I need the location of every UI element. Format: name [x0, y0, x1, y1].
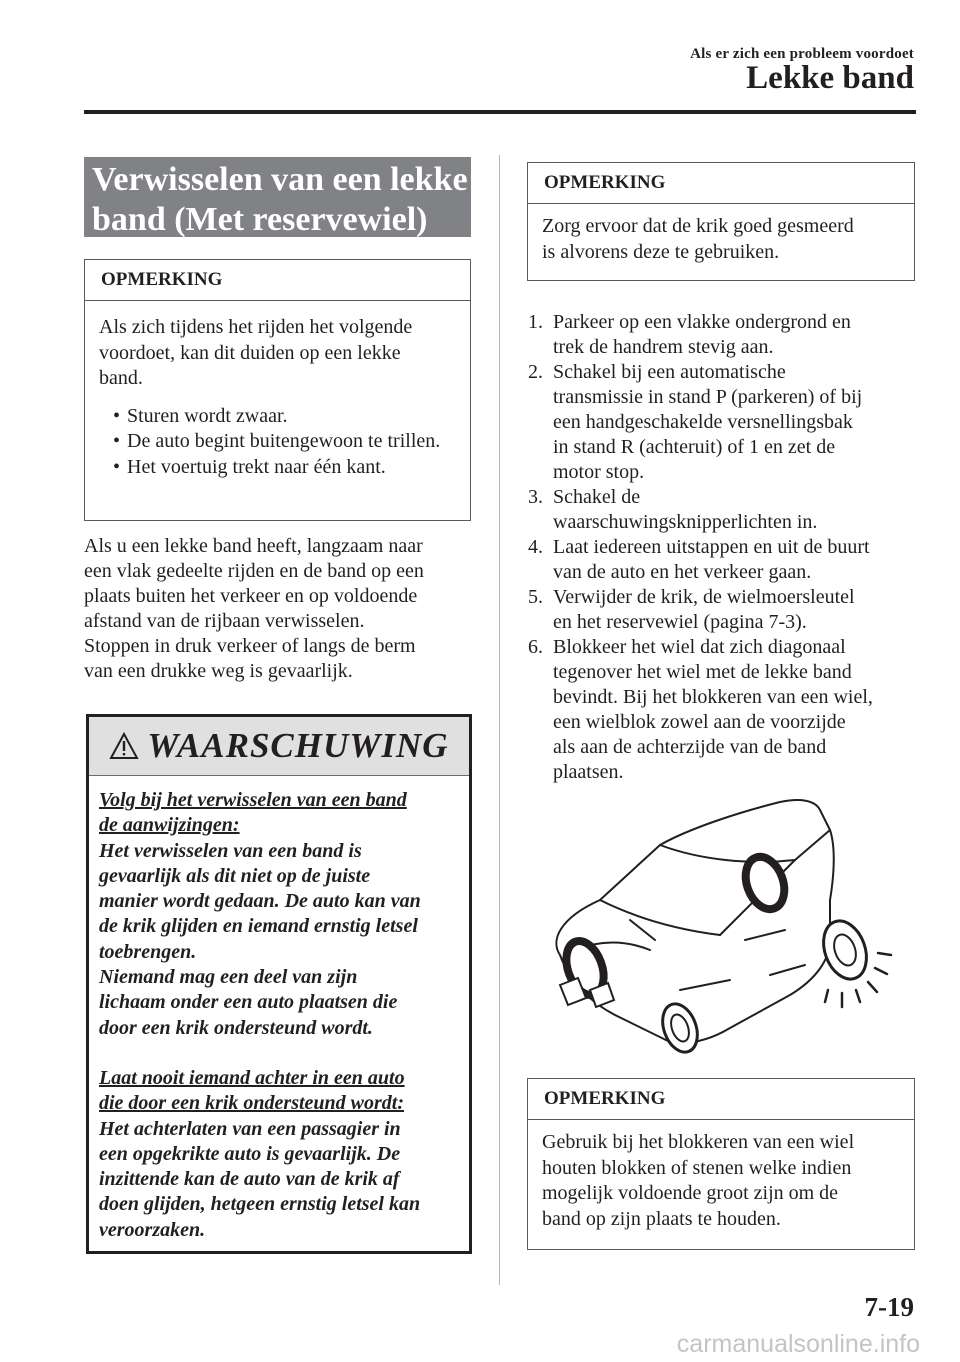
warning-text-line: door een krik ondersteund wordt.: [99, 1016, 373, 1039]
symptom-list: [99, 404, 450, 481]
list-item: • Het voertuig trekt naar één kant.: [99, 455, 450, 481]
step-line: waarschuwingsknipperlichten in.: [553, 511, 818, 533]
warning-subheading: Volg bij het verwisselen van een band: [99, 789, 407, 811]
note-body: [528, 204, 914, 265]
paragraph-line: plaats buiten het verkeer en op voldoende: [84, 585, 418, 607]
note-text-line: is alvorens deze te gebruiken.: [542, 240, 780, 263]
paragraph-line: een vlak gedeelte rijden en de band op een: [84, 560, 424, 582]
step-line: motor stop.: [553, 461, 645, 483]
paragraph-line: Als u een lekke band heeft, langzaam naar: [84, 535, 423, 557]
warning-text-line: toebrengen.: [99, 940, 197, 963]
step-item: [528, 635, 918, 785]
step-line: transmissie in stand P (parkeren) of bij: [553, 386, 863, 408]
note-text-line: houten blokken of stenen welke indien: [542, 1156, 852, 1179]
warning-body: [89, 776, 469, 1243]
step-item: [528, 485, 918, 535]
step-line: Schakel de: [553, 486, 641, 508]
note-heading: OPMERKING: [85, 260, 470, 301]
note-box-blocks: [527, 1078, 915, 1250]
warning-text-line: inzittende kan de auto van de krik af: [99, 1168, 400, 1191]
warning-text-line: Niemand mag een deel van zijn: [99, 966, 358, 989]
step-line: in stand R (achteruit) of 1 en zet de: [553, 436, 836, 458]
note-text-line: voordoet, kan dit duiden op een lekke: [99, 341, 401, 364]
step-number: 3.: [528, 486, 543, 508]
column-divider: [499, 155, 500, 1285]
warning-text-line: Het achterlaten van een passagier in: [99, 1117, 401, 1140]
warning-triangle-icon: [109, 732, 139, 760]
step-item: [528, 360, 918, 485]
step-line: Schakel bij een automatische: [553, 361, 786, 383]
wheel: [656, 999, 703, 1057]
warning-heading: WAARSCHUWING: [147, 726, 449, 765]
warning-text-line: de krik glijden en iemand ernstig letsel: [99, 915, 418, 938]
step-line: Verwijder de krik, de wielmoersleutel: [553, 586, 855, 608]
note-box-symptoms: [84, 259, 471, 521]
warning-subheading: Laat nooit iemand achter in een auto: [99, 1066, 405, 1089]
watermark: carmanualsonline.info: [676, 1330, 920, 1358]
warning-text-line: doen glijden, hetgeen ernstig letsel kan: [99, 1193, 421, 1216]
step-number: 1.: [528, 311, 543, 333]
warning-text-line: een opgekrikte auto is gevaarlijk. De: [99, 1142, 401, 1165]
note-text-line: Zorg ervoor dat de krik goed gesmeerd: [542, 215, 854, 237]
procedure-steps: [528, 310, 918, 785]
step-item: [528, 535, 918, 585]
note-text-line: band.: [99, 367, 143, 389]
note-heading: OPMERKING: [528, 1079, 914, 1120]
step-number: 2.: [528, 361, 543, 383]
step-number: 5.: [528, 586, 543, 608]
warning-box: [86, 714, 472, 1254]
note-text-line: Als zich tijdens het rijden het volgende: [99, 316, 413, 338]
step-line: en het reservewiel (pagina 7-3).: [553, 611, 807, 633]
paragraph-line: Stoppen in druk verkeer of langs de berm: [84, 635, 416, 657]
section-heading: [84, 157, 471, 237]
note-body: [528, 1120, 914, 1232]
note-heading: OPMERKING: [528, 163, 914, 204]
intro-paragraph: [84, 534, 479, 684]
note-text-line: mogelijk voldoende groot zijn om de: [542, 1182, 839, 1204]
warning-text-line: gevaarlijk als dit niet op de juiste: [99, 864, 371, 887]
list-item: • Sturen wordt zwaar.: [99, 404, 450, 430]
note-text-line: Gebruik bij het blokkeren van een wiel: [542, 1131, 855, 1153]
warning-text-line: lichaam onder een auto plaatsen die: [99, 991, 398, 1014]
note-text-line: band op zijn plaats te houden.: [542, 1207, 781, 1230]
step-line: een wielblok zowel aan de voorzijde: [553, 711, 846, 733]
step-item: [528, 310, 918, 360]
step-number: 4.: [528, 536, 543, 558]
section-heading-line: Verwisselen van een lekke: [92, 161, 468, 198]
spacer: [99, 1041, 457, 1066]
header-subtitle: Als er zich een probleem voordoet: [690, 46, 914, 62]
step-line: Laat iedereen uitstappen en uit de buurt: [553, 536, 870, 558]
paragraph-line: afstand van de rijbaan verwisselen.: [84, 610, 365, 632]
warning-header: [89, 717, 469, 776]
header-rule: [84, 110, 916, 114]
step-line: als aan de achterzijde van de band: [553, 736, 827, 758]
step-line: trek de handrem stevig aan.: [553, 336, 774, 358]
step-line: Parkeer op een vlakke ondergrond en: [553, 311, 851, 333]
step-line: bevindt. Bij het blokkeren van een wiel,: [553, 686, 873, 708]
step-item: [528, 585, 918, 635]
step-line: een handgeschakelde versnellingsbak: [553, 411, 853, 433]
warning-text-line: manier wordt gedaan. De auto kan van: [99, 890, 421, 913]
header-title: Lekke band: [746, 60, 914, 96]
car-wheel-blocks-illustration: [530, 790, 920, 1060]
page-number: 7-19: [864, 1292, 914, 1322]
step-line: plaatsen.: [553, 761, 624, 783]
step-line: Blokkeer het wiel dat zich diagonaal: [553, 636, 846, 658]
flat-tire: [816, 915, 874, 985]
warning-subheading: de aanwijzingen:: [99, 814, 240, 837]
note-box-jack: [527, 162, 915, 281]
step-line: tegenover het wiel met de lekke band: [553, 661, 852, 683]
list-item: • De auto begint buitengewoon te trillen.: [99, 429, 450, 455]
paragraph-line: van een drukke weg is gevaarlijk.: [84, 660, 353, 682]
warning-subheading: die door een krik ondersteund wordt:: [99, 1092, 405, 1115]
step-line: van de auto en het verkeer gaan.: [553, 561, 812, 583]
section-heading-line: band (Met reservewiel): [92, 201, 428, 238]
warning-text-line: Het verwisselen van een band is: [99, 839, 362, 862]
note-body: [85, 301, 470, 480]
step-number: 6.: [528, 636, 543, 658]
warning-text-line: veroorzaken.: [99, 1218, 206, 1241]
